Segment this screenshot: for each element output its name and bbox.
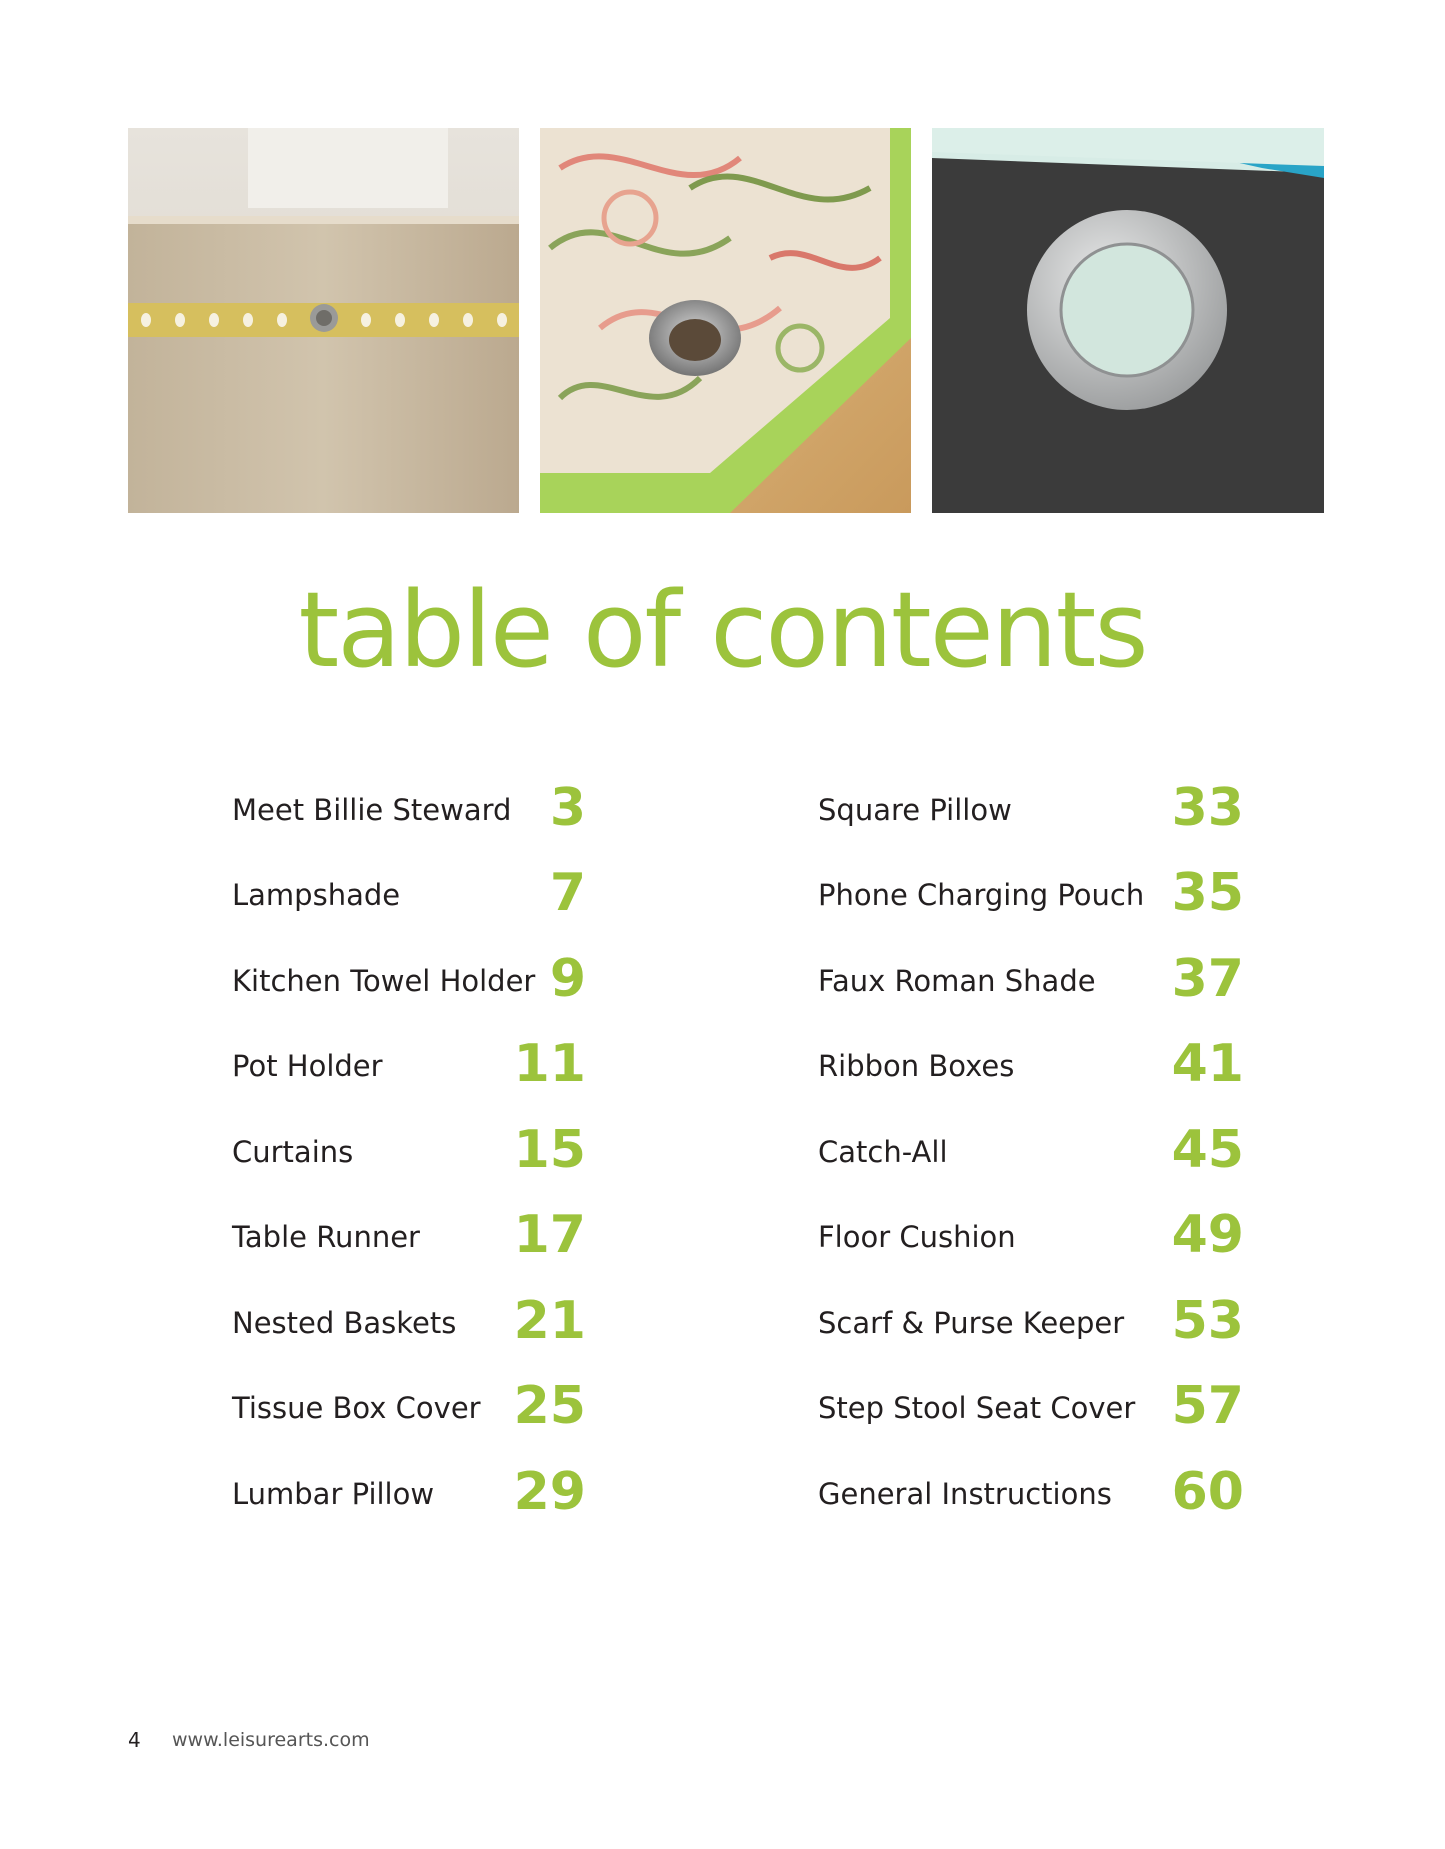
toc-entry-page: 21	[513, 1290, 586, 1351]
toc-entry-page: 53	[1171, 1290, 1244, 1351]
toc-entry[interactable]	[232, 1444, 672, 1530]
toc-entry[interactable]	[818, 1444, 1244, 1530]
toc-entry-title: Lumbar Pillow	[232, 1476, 435, 1511]
page-number: 4	[128, 1728, 141, 1752]
toc-entry-page: 57	[1171, 1376, 1244, 1436]
toc-entry-page: 37	[1171, 948, 1244, 1009]
toc-entry-page: 41	[1171, 1034, 1244, 1094]
toc-entry-page: 29	[513, 1461, 586, 1522]
toc-entry[interactable]	[818, 1017, 1244, 1103]
toc-entry-page: 60	[1171, 1461, 1244, 1522]
toc-entry-title: Table Runner	[232, 1220, 420, 1254]
toc-entry-title: Curtains	[232, 1134, 354, 1169]
toc-entry[interactable]	[818, 760, 1244, 846]
toc-entry-page: 11	[513, 1034, 586, 1094]
toc-entry-page: 9	[549, 948, 586, 1009]
toc-entry[interactable]	[232, 1359, 672, 1445]
curtain-grommet-photo	[932, 128, 1324, 513]
toc-entry[interactable]	[232, 931, 672, 1017]
page-title: table of contents	[298, 569, 1147, 691]
toc-entry[interactable]	[818, 1102, 1244, 1188]
toc-entry[interactable]	[818, 1273, 1244, 1359]
website-link[interactable]: www.leisurearts.com	[172, 1729, 370, 1751]
toc-entry[interactable]	[232, 1017, 672, 1103]
toc-entry-page: 7	[549, 863, 586, 923]
toc-entry-title: Phone Charging Pouch	[818, 878, 1145, 912]
toc-entry-title: Nested Baskets	[232, 1305, 457, 1340]
toc-entry[interactable]	[232, 1188, 672, 1274]
toc-entry-title: Ribbon Boxes	[818, 1049, 1015, 1083]
toc-entry-page: 3	[549, 777, 586, 838]
toc-entry-page: 35	[1171, 863, 1244, 923]
toc-entry[interactable]	[232, 1102, 672, 1188]
toc-entry[interactable]	[232, 846, 672, 932]
toc-entry-title: Pot Holder	[232, 1049, 383, 1083]
toc-entry[interactable]	[818, 931, 1244, 1017]
toc-entry[interactable]	[818, 846, 1244, 932]
toc-entry-page: 33	[1171, 777, 1244, 838]
toc-entry-title: Square Pillow	[818, 792, 1012, 827]
toc-entry[interactable]	[818, 1359, 1244, 1445]
toc-column-right	[818, 760, 1244, 1530]
toc-entry-title: Step Stool Seat Cover	[818, 1391, 1136, 1425]
toc-entry-title: Floor Cushion	[818, 1220, 1016, 1254]
toc-entry[interactable]	[818, 1188, 1244, 1274]
toc-entry-page: 45	[1171, 1119, 1244, 1180]
toc-entry-title: Lampshade	[232, 878, 401, 912]
toc-entry-page: 17	[513, 1205, 586, 1265]
toc-entry-page: 15	[513, 1119, 586, 1180]
toc-entry-title: Meet Billie Steward	[232, 792, 512, 827]
pot-holder-photo	[540, 128, 911, 513]
toc-entry[interactable]	[232, 1273, 672, 1359]
toc-entry-page: 25	[513, 1376, 586, 1436]
toc-entry-page: 49	[1171, 1205, 1244, 1265]
toc-column-left	[232, 760, 672, 1530]
toc-entry-title: Catch-All	[818, 1134, 948, 1169]
lampshade-photo	[128, 128, 519, 513]
toc-entry-title: Scarf & Purse Keeper	[818, 1305, 1125, 1340]
toc-entry-title: Tissue Box Cover	[232, 1391, 481, 1425]
toc-entry-title: Faux Roman Shade	[818, 963, 1096, 998]
toc-entry-title: General Instructions	[818, 1476, 1112, 1511]
toc-entry[interactable]	[232, 760, 672, 846]
toc-entry-title: Kitchen Towel Holder	[232, 963, 536, 998]
